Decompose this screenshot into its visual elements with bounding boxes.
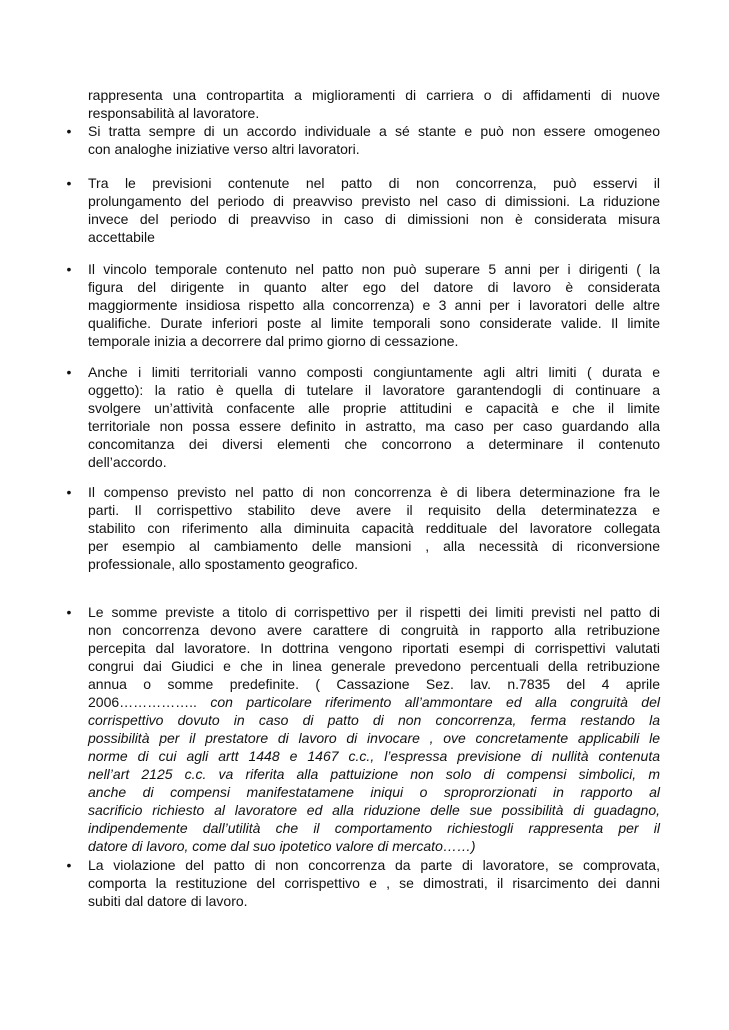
- text-line: anche di compensi manifestatamene iniqui o sproprorzionati in rapporto al: [88, 784, 660, 800]
- text-line: corrispettivo dovuto in caso di patto di non concorrenza, ferma restando la: [88, 712, 660, 728]
- text-line: professionale, allo spostamento geografico.: [88, 556, 359, 572]
- text-line: Le somme previste a titolo di corrispettivo per il rispetti dei limiti previsti nel patto di: [88, 604, 660, 620]
- text-italic-part: con particolare riferimento all’ammontare ed alla congruità del: [210, 694, 660, 710]
- text-line: parti. Il corrispettivo stabilito deve avere il requisito della determinatezza e: [88, 502, 660, 518]
- text-line: accettabile: [88, 229, 155, 245]
- text-line: qualifiche. Durate inferiori poste al limite temporali sono considerate valide. Il limite: [88, 315, 660, 331]
- text-line: concomitanza dei diversi elementi che concorrono a determinare il contenuto: [88, 436, 660, 452]
- bullet-paragraph: [66, 260, 660, 350]
- bullet-paragraph: [66, 363, 660, 471]
- text-line: oggetto): la ratio è quella di tutelare il lavoratore garantendogli di continuare a: [88, 382, 660, 398]
- text-line: comporta la restituzione del corrispettivo e , se dimostrati, il risarcimento dei danni: [88, 875, 660, 891]
- bullet-paragraph: [66, 174, 660, 246]
- text-line: Il compenso previsto nel patto di non concorrenza è di libera determinazione fra le: [88, 484, 660, 500]
- text-line: Il vincolo temporale contenuto nel patto non può superare 5 anni per i dirigenti ( la: [88, 261, 660, 277]
- text-line-mixed: [88, 693, 660, 711]
- text-line: indipendemente dall’utilità che il comportamento richiestogli rappresenta per il: [88, 820, 660, 836]
- bullet-paragraph: [66, 856, 660, 910]
- text-line: temporale inizia a decorrere dal primo giorno di cessazione.: [88, 333, 459, 349]
- bullet-icon: •: [66, 175, 72, 191]
- text-line: invece del periodo di preavviso in caso di dimissioni non è considerata misura: [88, 211, 660, 227]
- text-line: per esempio al cambiamento delle mansioni , alla necessità di riconversione: [88, 538, 660, 554]
- bullet-icon: •: [66, 857, 72, 873]
- text-line: figura del dirigente in quanto alter ego del datore di lavoro è considerata: [88, 279, 660, 295]
- text-line: datore di lavoro, come dal suo ipotetico valore di mercato……): [88, 838, 476, 854]
- bullet-icon: •: [66, 364, 72, 380]
- bullet-paragraph: [66, 122, 660, 158]
- text-line: stabilito con riferimento alla diminuita capacità reddituale del lavoratore collegata: [88, 520, 660, 536]
- text-line: annua o somme predefinite. ( Cassazione Sez. lav. n.7835 del 4 aprile: [88, 676, 660, 692]
- text-line: Si tratta sempre di un accordo individuale a sé stante e può non essere omogeneo: [88, 123, 660, 139]
- text-line: Anche i limiti territoriali vanno composti congiuntamente agli altri limiti ( durata e: [88, 364, 660, 380]
- text-line: responsabilità al lavoratore.: [88, 105, 260, 121]
- text-line: nell’art 2125 c.c. va riferita alla pattuizione non solo di compensi simbolici, m: [88, 766, 660, 782]
- bullet-icon: •: [66, 604, 72, 620]
- text-line: maggiormente insidiosa rispetto alla concorrenza) e 3 anni per i lavoratori delle altre: [88, 297, 660, 313]
- text-line: La violazione del patto di non concorrenza da parte di lavoratore, se comprovata,: [88, 857, 660, 873]
- text-line: norme di cui agli artt 1448 e 1467 c.c., l’espressa previsione di nullità contenuta: [88, 748, 660, 764]
- text-line: con analoghe iniziative verso altri lavoratori.: [88, 141, 360, 157]
- bullet-icon: •: [66, 123, 72, 139]
- text-line: subiti dal datore di lavoro.: [88, 893, 248, 909]
- text-line: prolungamento del periodo di preavviso previsto nel caso di dimissioni. La riduzione: [88, 193, 660, 209]
- text-line: dell’accordo.: [88, 454, 167, 470]
- text-line: svolgere un’attività confacente alle proprie attitudini e capacità e che il limite: [88, 400, 660, 416]
- paragraph-continuation: [88, 86, 660, 122]
- text-line: territoriale non possa essere definito in astratto, ma caso per caso guardando alla: [88, 418, 660, 434]
- text-line: sacrificio richiesto al lavoratore ed alla riduzione delle sue possibilità di guadagno,: [88, 802, 660, 818]
- text-roman-part: 2006……………..: [88, 694, 211, 710]
- bullet-icon: •: [66, 484, 72, 500]
- text-line: Tra le previsioni contenute nel patto di non concorrenza, può esservi il: [88, 175, 660, 191]
- text-line: possibilità per il prestatore di lavoro di invocare , ove concretamente applicabili le: [88, 730, 660, 746]
- text-line: rappresenta una contropartita a miglioramenti di carriera o di affidamenti di nuove: [88, 87, 660, 103]
- bullet-paragraph: [66, 483, 660, 573]
- bullet-paragraph: [66, 603, 660, 855]
- text-line: non concorrenza devono avere carattere di congruità in rapporto alla retribuzione: [88, 622, 660, 638]
- text-line: congrui dai Giudici e che in linea generale prevedono percentuali della retribuzione: [88, 658, 660, 674]
- text-line: percepita dal lavoratore. In dottrina vengono riportati esempi di corrispettivi valutati: [88, 640, 660, 656]
- bullet-icon: •: [66, 261, 72, 277]
